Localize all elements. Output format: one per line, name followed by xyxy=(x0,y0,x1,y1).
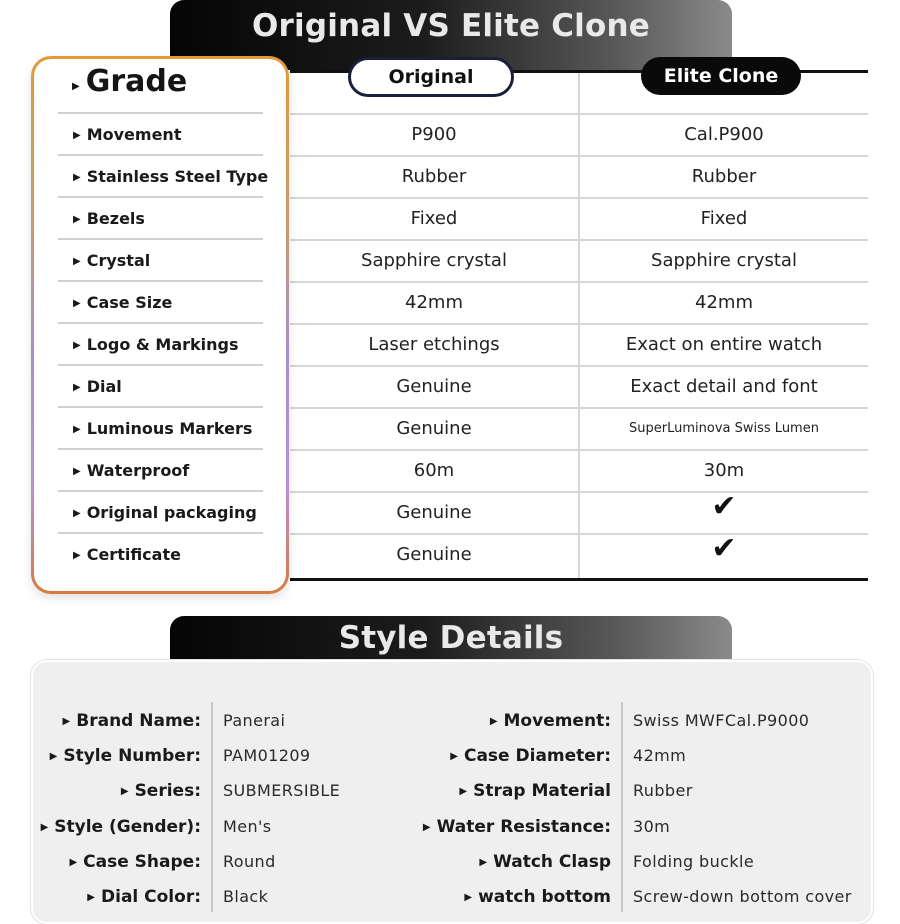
grade-title-text: Grade xyxy=(85,64,188,99)
triangle-bullet-icon: ▶ xyxy=(73,256,81,267)
left-style-label-text: Series: xyxy=(134,781,201,802)
grade-row-divider xyxy=(58,364,263,366)
left-style-label xyxy=(63,706,201,736)
original-cell: Sapphire crystal xyxy=(361,250,507,271)
triangle-bullet-icon: ▶ xyxy=(459,786,468,798)
left-style-label xyxy=(69,847,201,877)
original-header-pill: Original xyxy=(348,57,514,97)
right-style-label-text: Strap Material xyxy=(473,781,611,802)
grade-row-label xyxy=(73,408,252,450)
grade-row-divider xyxy=(58,322,263,324)
grade-row-text: Crystal xyxy=(86,251,151,270)
checkmark-icon: ✔ xyxy=(711,531,737,566)
left-style-label-text: Brand Name: xyxy=(76,711,201,731)
left-style-label xyxy=(41,812,201,842)
left-style-value: Black xyxy=(223,887,269,906)
original-cell: Genuine xyxy=(396,418,472,439)
right-style-label-text: Watch Clasp xyxy=(493,851,611,872)
triangle-bullet-icon: ▶ xyxy=(87,892,95,903)
left-style-label xyxy=(87,882,201,912)
grade-row-divider xyxy=(58,532,263,534)
left-style-value: PAM01209 xyxy=(223,746,311,766)
triangle-bullet-icon: ▶ xyxy=(73,424,81,435)
original-cell: Rubber xyxy=(401,166,467,187)
triangle-bullet-icon: ▶ xyxy=(73,466,81,477)
left-style-value: SUBMERSIBLE xyxy=(223,781,341,801)
grade-row-label xyxy=(73,240,150,282)
right-style-label xyxy=(423,812,611,842)
right-style-value: Swiss MWFCal.P9000 xyxy=(633,711,810,730)
triangle-bullet-icon: ▶ xyxy=(69,856,78,868)
triangle-bullet-icon: ▶ xyxy=(73,508,81,519)
grade-row-divider xyxy=(58,280,263,282)
grade-row-label xyxy=(73,114,181,156)
grade-row-text: Waterproof xyxy=(86,461,190,480)
triangle-bullet-icon: ▶ xyxy=(49,751,58,763)
elite-clone-header-pill: Elite Clone xyxy=(641,57,801,95)
style-details-banner: Style Details xyxy=(170,616,732,662)
right-style-label-text: Water Resistance: xyxy=(436,816,611,837)
grade-row-text: Luminous Markers xyxy=(86,419,253,438)
triangle-bullet-icon: ▶ xyxy=(489,716,498,727)
grade-row-divider xyxy=(58,490,263,492)
left-style-label-text: Style Number: xyxy=(63,746,201,767)
grade-row-label xyxy=(73,492,257,534)
right-style-label xyxy=(464,882,611,912)
checkmark-icon: ✔ xyxy=(711,489,737,524)
left-style-label xyxy=(50,741,201,771)
right-style-label xyxy=(459,776,611,806)
grade-row-label xyxy=(73,282,172,324)
grade-row-label xyxy=(73,324,239,366)
right-style-label xyxy=(450,741,611,771)
right-style-label-text: Case Diameter: xyxy=(463,746,611,767)
table-bottom-border xyxy=(290,578,868,581)
original-cell: Genuine xyxy=(396,544,472,565)
elite-cell: Rubber xyxy=(691,166,757,187)
grade-row-label xyxy=(73,534,181,576)
original-cell: Laser etchings xyxy=(368,334,500,355)
grade-row-text: Case Size xyxy=(86,293,173,312)
left-style-value: Panerai xyxy=(223,711,286,730)
grade-row-label xyxy=(73,198,145,240)
triangle-bullet-icon: ▶ xyxy=(120,786,129,798)
grade-row-divider xyxy=(58,112,263,114)
right-style-label-text: watch bottom xyxy=(478,887,611,907)
right-style-value: Screw-down bottom cover xyxy=(633,887,852,906)
triangle-bullet-icon: ▶ xyxy=(479,856,488,868)
grade-row-text: Bezels xyxy=(86,209,145,228)
elite-cell: Sapphire crystal xyxy=(651,250,797,271)
triangle-bullet-icon: ▶ xyxy=(464,892,473,903)
right-style-label xyxy=(490,706,611,736)
right-style-label xyxy=(479,847,611,877)
left-style-label-text: Case Shape: xyxy=(83,851,201,872)
left-style-value: Round xyxy=(223,851,276,871)
style-divider-left xyxy=(211,702,213,912)
right-style-label-text: Movement: xyxy=(503,711,611,731)
original-cell: 60m xyxy=(413,460,455,481)
grade-row-text: Dial xyxy=(86,377,122,396)
original-cell: Genuine xyxy=(396,376,472,397)
grade-row-divider xyxy=(58,196,263,198)
elite-cell: Exact detail and font xyxy=(630,376,818,397)
right-style-value: Rubber xyxy=(633,781,693,801)
elite-cell: 30m xyxy=(703,460,745,481)
elite-cell: Exact on entire watch xyxy=(625,334,823,355)
right-style-value: Folding buckle xyxy=(633,851,755,871)
triangle-bullet-icon: ▶ xyxy=(73,340,81,351)
grade-row-text: Original packaging xyxy=(86,503,257,522)
grade-row-label xyxy=(73,156,268,198)
triangle-bullet-icon: ▶ xyxy=(73,130,81,141)
original-cell: 42mm xyxy=(405,292,463,313)
left-style-label-text: Dial Color: xyxy=(101,887,201,907)
left-style-value: Men's xyxy=(223,816,272,836)
grade-row-text: Stainless Steel Type xyxy=(86,167,269,186)
right-style-value: 42mm xyxy=(633,746,687,766)
triangle-bullet-icon: ▶ xyxy=(73,550,81,561)
grade-row-divider xyxy=(58,238,263,240)
elite-cell: 42mm xyxy=(695,292,753,313)
grade-row-divider xyxy=(58,154,263,156)
left-style-label-text: Style (Gender): xyxy=(54,816,201,837)
grade-row-divider xyxy=(58,406,263,408)
grade-row-label xyxy=(73,450,189,492)
triangle-bullet-icon: ▶ xyxy=(73,214,81,225)
triangle-bullet-icon: ▶ xyxy=(450,751,458,763)
elite-cell: SuperLuminova Swiss Lumen xyxy=(629,421,819,436)
right-style-value: 30m xyxy=(633,816,671,836)
style-divider-right xyxy=(621,702,623,912)
triangle-bullet-icon: ▶ xyxy=(40,821,49,833)
triangle-bullet-icon: ▶ xyxy=(62,716,71,727)
grade-row-text: Movement xyxy=(86,125,182,144)
triangle-bullet-icon: ▶ xyxy=(72,81,80,92)
original-cell: P900 xyxy=(411,124,457,145)
grade-row-label xyxy=(73,366,122,408)
grade-row-text: Logo & Markings xyxy=(86,335,239,354)
comparison-banner: Original VS Elite Clone xyxy=(170,0,732,70)
left-style-label xyxy=(121,776,201,806)
triangle-bullet-icon: ▶ xyxy=(73,382,81,393)
original-cell: Genuine xyxy=(396,502,472,523)
grade-row-divider xyxy=(58,448,263,450)
elite-cell: Cal.P900 xyxy=(684,124,764,145)
grade-row-text: Certificate xyxy=(86,545,181,564)
triangle-bullet-icon: ▶ xyxy=(73,172,81,183)
elite-cell: Fixed xyxy=(700,208,748,229)
triangle-bullet-icon: ▶ xyxy=(422,821,431,833)
triangle-bullet-icon: ▶ xyxy=(73,298,81,309)
original-cell: Fixed xyxy=(410,208,458,229)
grade-title xyxy=(72,64,187,99)
